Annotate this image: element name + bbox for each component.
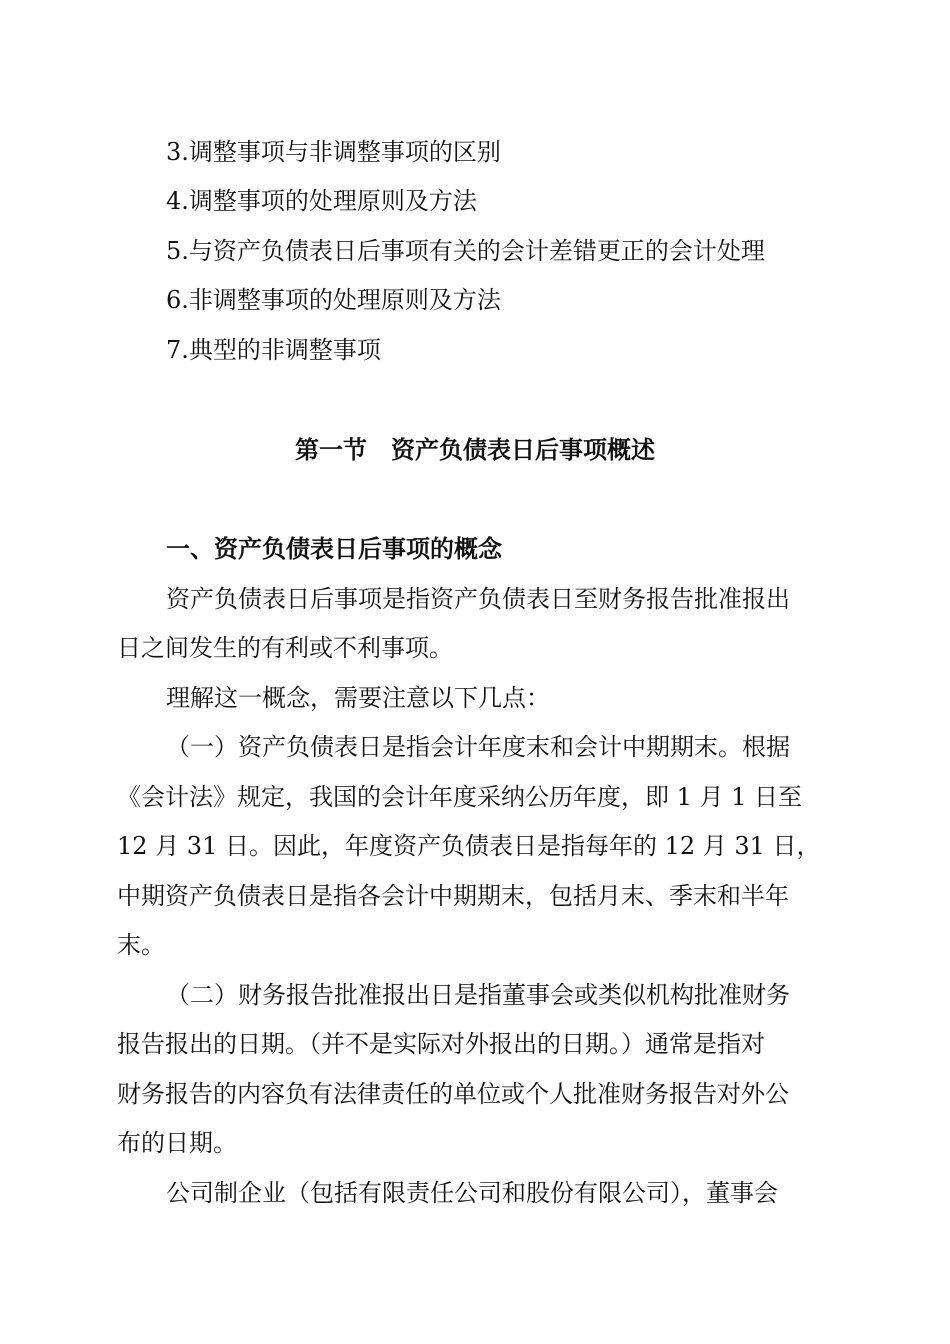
paragraph-line: （二）财务报告批准报出日是指董事会或类似机构批准财务 xyxy=(166,981,790,1009)
list-item: 4.调整事项的处理原则及方法 xyxy=(166,187,477,215)
paragraph-line: 财务报告的内容负有法律责任的单位或个人批准财务报告对外公 xyxy=(117,1080,789,1108)
subheading: 一、资产负债表日后事项的概念 xyxy=(166,535,502,563)
list-item: 6.非调整事项的处理原则及方法 xyxy=(166,286,501,314)
paragraph-line: 日之间发生的有利或不利事项。 xyxy=(117,634,453,662)
list-item: 3.调整事项与非调整事项的区别 xyxy=(166,138,501,166)
paragraph-line: 公司制企业（包括有限责任公司和股份有限公司），董事会 xyxy=(166,1179,778,1207)
paragraph-line: （一）资产负债表日是指会计年度末和会计中期期末。根据 xyxy=(166,733,790,761)
list-item: 7.典型的非调整事项 xyxy=(166,336,381,364)
paragraph-line: 12 月 31 日。因此，年度资产负债表日是指每年的 12 月 31 日， xyxy=(117,832,821,860)
paragraph-line: 理解这一概念，需要注意以下几点： xyxy=(166,684,550,712)
paragraph-line: 资产负债表日后事项是指资产负债表日至财务报告批准报出 xyxy=(166,585,790,613)
paragraph-line: 布的日期。 xyxy=(117,1129,237,1157)
paragraph-line: 末。 xyxy=(117,931,165,959)
paragraph-line: 报告报出的日期。（并不是实际对外报出的日期。）通常是指对 xyxy=(117,1030,765,1058)
paragraph-line: 中期资产负债表日是指各会计中期期末，包括月末、季末和半年 xyxy=(117,882,789,910)
paragraph-line: 《会计法》规定，我国的会计年度采纳公历年度，即 1 月 1 日至 xyxy=(117,783,803,811)
section-title: 第一节 资产负债表日后事项概述 xyxy=(295,436,655,464)
list-item: 5.与资产负债表日后事项有关的会计差错更正的会计处理 xyxy=(166,237,765,265)
